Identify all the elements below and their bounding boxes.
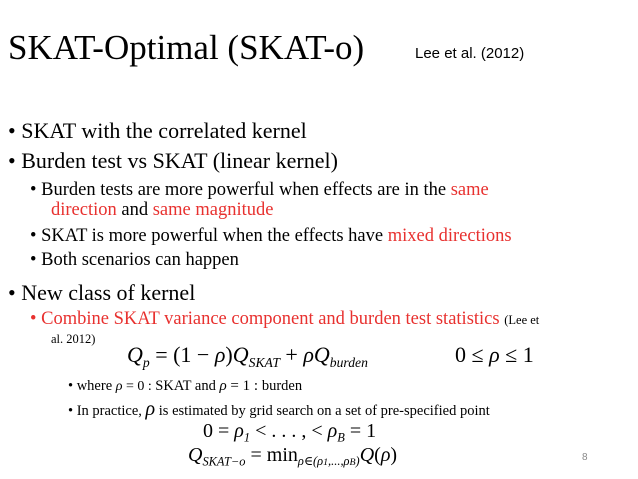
bullet-icon: •	[30, 226, 37, 246]
combine-reference: (Lee et	[504, 313, 540, 327]
bullet-text: Burden tests are more powerful when effects are in the	[41, 180, 451, 200]
subbullet-combine	[30, 309, 539, 330]
combine-reference-cont: al. 2012)	[51, 332, 96, 346]
subbullet-skat-powerful	[30, 226, 512, 247]
bullet-icon: •	[8, 148, 16, 173]
bullet-new-kernel-class	[8, 280, 195, 306]
bullet-text: New class of kernel	[21, 280, 196, 305]
bullet-text: SKAT with the correlated kernel	[21, 118, 307, 143]
highlight-same-magnitude: same magnitude	[152, 200, 274, 220]
bullet-icon: •	[30, 180, 37, 200]
bullet-text: Both scenarios can happen	[41, 250, 239, 270]
subbullet-both-scenarios	[30, 250, 239, 271]
bullet-icon: •	[30, 309, 37, 329]
slide-title: SKAT-Optimal (SKAT-o)	[8, 28, 365, 67]
bullet-burden-vs-skat	[8, 148, 338, 174]
equation-rho-range: 0 ≤ ρ ≤ 1	[455, 342, 534, 367]
in-practice-pre: In practice,	[76, 403, 142, 419]
subsubbullet-in-practice: • In practice, ρ is estimated by grid search on a set of pre-specified point	[68, 398, 490, 420]
equation-rho-grid: $0 = \rho_1$ < . . . , < $\rho_B = 1$	[203, 420, 377, 445]
page-number: 8	[582, 452, 588, 463]
bullet-skat-correlated-kernel	[8, 118, 307, 144]
bullet-icon: •	[8, 280, 16, 305]
where-label: where	[76, 378, 113, 394]
equation-qp: $Q_p = (1 - \rho)Q_{SKAT} + \rho Q_{burden}$	[127, 342, 368, 370]
bullet-icon: •	[30, 250, 37, 270]
subsubbullet-where: • where ρ = 0 : SKAT and ρ = 1 : burden	[68, 378, 303, 394]
bullet-icon: •	[68, 378, 74, 394]
bullet-text: and	[116, 200, 153, 220]
title-reference: Lee et al. (2012)	[415, 45, 525, 62]
equation-qskat-o: $Q_{SKAT-o} = \min_{\rho\in(\rho 1,...,\rho B)}Q(\rho)$	[188, 444, 398, 469]
highlight-same: same	[450, 180, 489, 200]
skat-label: SKAT	[155, 378, 192, 394]
in-practice-post: is estimated by grid search on a set of pre-specified point	[158, 403, 490, 419]
bullet-text: Burden test vs SKAT (linear kernel)	[21, 148, 338, 173]
bullet-icon: •	[8, 118, 16, 143]
burden-label: burden	[261, 378, 303, 394]
highlight-direction: direction	[51, 200, 117, 220]
subbullet-burden-powerful	[30, 180, 489, 201]
bullet-text: Combine SKAT variance component and burden test statistics	[41, 309, 500, 329]
subbullet-burden-powerful-cont	[51, 200, 273, 221]
highlight-mixed-directions: mixed directions	[387, 226, 512, 246]
bullet-icon: •	[68, 403, 74, 419]
bullet-text: SKAT is more powerful when the effects have	[41, 226, 388, 246]
and-label: and	[194, 378, 216, 394]
